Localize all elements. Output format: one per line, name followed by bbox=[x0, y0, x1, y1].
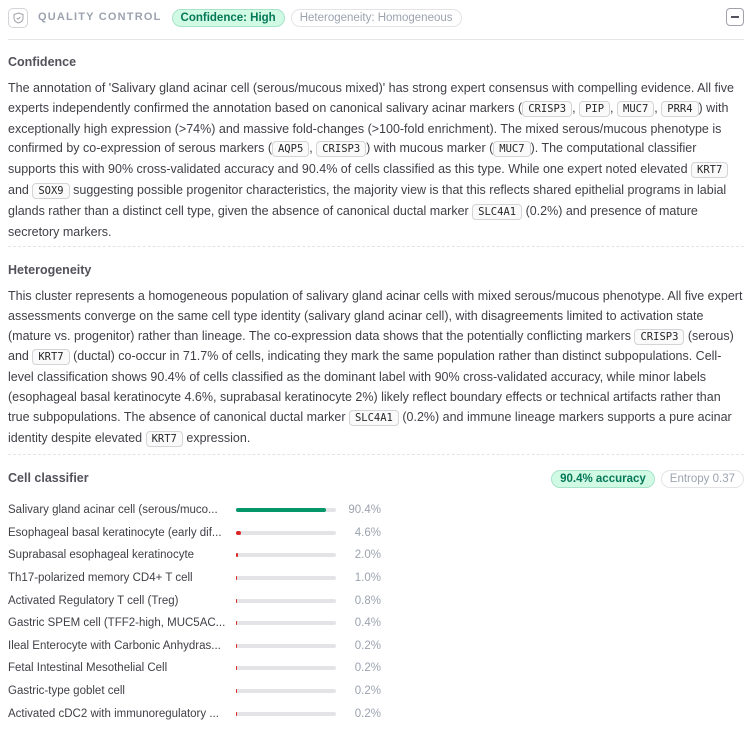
qc-header bbox=[8, 8, 744, 40]
proportion-bar bbox=[236, 666, 336, 670]
classifier-section bbox=[8, 471, 744, 725]
cell-type-label: Suprabasal esophageal keratinocyte bbox=[8, 549, 195, 562]
proportion-bar bbox=[236, 712, 336, 716]
proportion-bar bbox=[236, 576, 336, 580]
classifier-row bbox=[8, 522, 744, 545]
heterogeneity-badge: Heterogeneity: Homogeneous bbox=[291, 9, 462, 27]
entropy-badge: Entropy 0.37 bbox=[661, 470, 744, 488]
cell-type-label: Activated cDC2 with immunoregulatory ... bbox=[8, 707, 219, 720]
proportion-value: 0.2% bbox=[354, 662, 381, 675]
proportion-bar bbox=[236, 689, 336, 693]
marker-chip: SLC4A1 bbox=[349, 410, 399, 426]
cell-type-label: Esophageal basal keratinocyte (early dif... bbox=[8, 526, 222, 539]
proportion-bar-fill bbox=[236, 621, 237, 625]
heterogeneity-section bbox=[8, 263, 744, 449]
proportion-bar-fill bbox=[236, 666, 237, 670]
accuracy-badge: 90.4% accuracy bbox=[551, 470, 655, 488]
confidence-section bbox=[8, 55, 744, 242]
proportion-bar-fill bbox=[236, 712, 237, 716]
marker-chip: PRR4 bbox=[661, 101, 698, 117]
proportion-value: 90.4% bbox=[348, 504, 381, 517]
marker-chip: KRT7 bbox=[32, 349, 69, 365]
proportion-bar bbox=[236, 621, 336, 625]
marker-chip: SLC4A1 bbox=[472, 204, 522, 220]
marker-chip: MUC7 bbox=[493, 141, 530, 157]
proportion-bar-fill bbox=[236, 689, 237, 693]
cell-type-label: Salivary gland acinar cell (serous/muco... bbox=[8, 504, 218, 517]
proportion-value: 2.0% bbox=[354, 549, 381, 562]
proportion-bar bbox=[236, 508, 336, 512]
classifier-rows bbox=[8, 499, 744, 725]
proportion-value: 0.2% bbox=[354, 685, 381, 698]
shield-icon bbox=[8, 8, 28, 28]
marker-chip: KRT7 bbox=[146, 431, 183, 447]
marker-chip: CRISP3 bbox=[316, 141, 366, 157]
minus-icon bbox=[731, 16, 739, 18]
section-title: QUALITY CONTROL bbox=[38, 11, 162, 23]
proportion-bar-fill bbox=[236, 531, 241, 535]
confidence-heading: Confidence bbox=[8, 55, 77, 69]
proportion-value: 0.2% bbox=[354, 707, 381, 720]
cell-type-label: Gastric-type goblet cell bbox=[8, 685, 125, 698]
heterogeneity-heading: Heterogeneity bbox=[8, 263, 92, 277]
confidence-text: The annotation of 'Salivary gland acinar cell (serous/mucous mixed)' has strong expert consensus with compelling evidence. All five experts independently confirmed the annotation based on canonical salivary acinar markers ( CRISP3 , PIP , MUC7 , PRR4 ) with exceptionally high expression (>74%) and massive fold-changes (>100-fold enrichment). The mixed serous/mucous phenotype is confirmed by co-expression of serous markers ( AQP5 , CRISP3 ) with mucous marker ( MUC7 ). The computational classifier supports this with 90% cross-validated accuracy and 90.4% of cells classified as this type. While one expert noted elevated KRT7 and SOX9 suggesting possible progenitor characteristics, the majority view is that this reflects shared epithelial programs in labial glands rather than a distinct cell type, given the absence of canonical ductal marker SLC4A1 (0.2%) and presence of mature secretory markers. bbox=[8, 81, 734, 239]
proportion-bar bbox=[236, 531, 336, 535]
cell-type-label: Gastric SPEM cell (TFF2-high, MUC5AC... bbox=[8, 617, 226, 630]
cell-type-label: Activated Regulatory T cell (Treg) bbox=[8, 594, 179, 607]
proportion-bar bbox=[236, 599, 336, 603]
proportion-value: 0.8% bbox=[354, 594, 381, 607]
proportion-value: 4.6% bbox=[354, 526, 381, 539]
marker-chip: KRT7 bbox=[691, 162, 728, 178]
proportion-value: 0.4% bbox=[354, 617, 381, 630]
confidence-badge: Confidence: High bbox=[172, 9, 285, 27]
divider bbox=[8, 246, 744, 247]
classifier-row bbox=[8, 589, 744, 612]
marker-chip: MUC7 bbox=[617, 101, 654, 117]
proportion-value: 0.2% bbox=[354, 639, 381, 652]
cell-type-label: Ileal Enterocyte with Carbonic Anhydras... bbox=[8, 639, 221, 652]
classifier-row bbox=[8, 499, 744, 522]
classifier-row bbox=[8, 544, 744, 567]
heterogeneity-text: This cluster represents a homogeneous population of salivary gland acinar cells with mixed serous/mucous phenotype. All five expert assessments converge on the same cell type identity (salivary gland acinar cell), with disagreements limited to activation state (mature vs. progenitor) rather than lineage. The co-expression data shows that the potentially conflicting markers CRISP3 (serous) and KRT7 (ductal) co-occur in 71.7% of cells, indicating they mark the same population rather than distinct subpopulations. Cell-level classification shows 90.4% of cells classified as the dominant label with 90% cross-validated accuracy, while minor labels (esophageal basal keratinocyte 4.6%, suprabasal keratinocyte 2%) likely reflect boundary effects or technical artifacts rather than true subpopulations. The absence of canonical ductal marker SLC4A1 (0.2%) and immune lineage markers supports a pure acinar identity despite elevated KRT7 expression. bbox=[8, 289, 743, 445]
classifier-row bbox=[8, 657, 744, 680]
marker-chip: AQP5 bbox=[272, 141, 309, 157]
proportion-bar bbox=[236, 553, 336, 557]
marker-chip: CRISP3 bbox=[522, 101, 572, 117]
cell-type-label: Th17-polarized memory CD4+ T cell bbox=[8, 572, 193, 585]
proportion-bar-fill bbox=[236, 644, 237, 648]
classifier-row bbox=[8, 612, 744, 635]
proportion-bar-fill bbox=[236, 508, 326, 512]
proportion-bar-fill bbox=[236, 576, 237, 580]
cell-type-label: Fetal Intestinal Mesothelial Cell bbox=[8, 662, 168, 675]
classifier-row bbox=[8, 635, 744, 658]
proportion-value: 1.0% bbox=[354, 572, 381, 585]
marker-chip: SOX9 bbox=[32, 183, 69, 199]
classifier-row bbox=[8, 680, 744, 703]
classifier-row bbox=[8, 567, 744, 590]
classifier-heading: Cell classifier bbox=[8, 471, 89, 485]
classifier-row bbox=[8, 702, 744, 725]
collapse-button[interactable] bbox=[726, 8, 744, 26]
proportion-bar-fill bbox=[236, 599, 237, 603]
proportion-bar-fill bbox=[236, 553, 238, 557]
marker-chip: PIP bbox=[579, 101, 610, 117]
divider bbox=[8, 454, 744, 455]
proportion-bar bbox=[236, 644, 336, 648]
marker-chip: CRISP3 bbox=[634, 329, 684, 345]
